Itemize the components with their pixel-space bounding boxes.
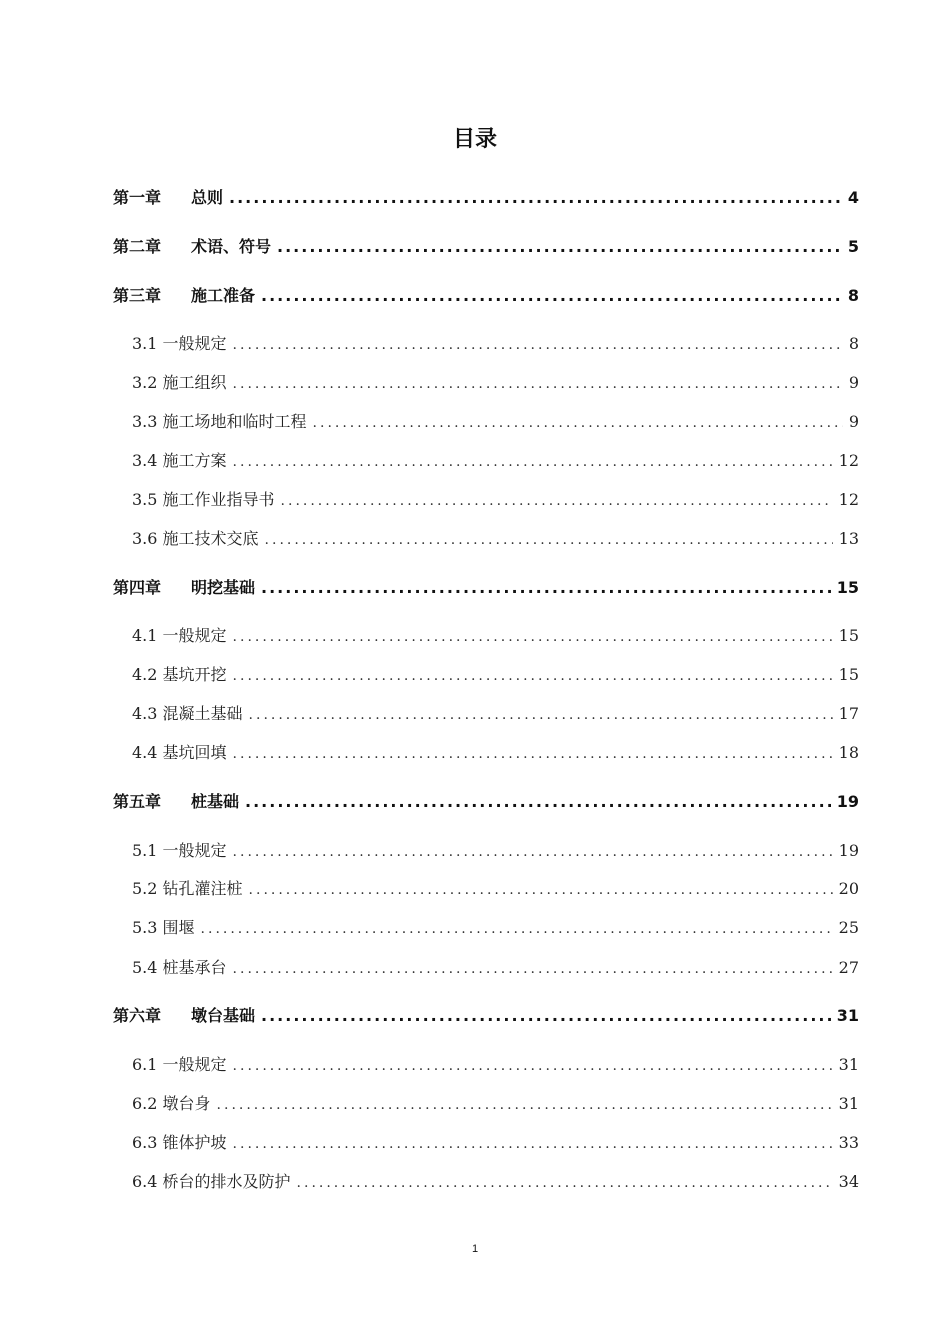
- toc-section-entry[interactable]: [132, 1091, 859, 1114]
- toc-entry-page: 18: [838, 743, 859, 762]
- toc-entry-label: [132, 915, 195, 938]
- toc-entry-number: 5.2: [132, 879, 158, 898]
- toc-entry-text: 基坑开挖: [157, 665, 227, 684]
- toc-entry-text: 术语、符号: [191, 237, 272, 256]
- toc-chapter-entry[interactable]: [113, 789, 859, 812]
- toc-entry-number: 3.6: [132, 529, 158, 548]
- toc-entry-page: 4: [847, 188, 859, 207]
- toc-entry-number: 4.1: [132, 626, 158, 645]
- toc-entry-text: 明挖基础: [191, 578, 256, 597]
- toc-entry-text: 锥体护坡: [157, 1133, 227, 1152]
- toc-entry-number: 5.4: [132, 958, 158, 977]
- toc-entry-text: 混凝土基础: [157, 704, 243, 723]
- toc-entry-page: 8: [848, 334, 859, 353]
- toc-entry-text: 施工组织: [157, 373, 227, 392]
- toc-entry-page: 31: [838, 1094, 859, 1113]
- toc-entry-label: [113, 1003, 255, 1026]
- toc-entry-text: 桩基承台: [157, 958, 227, 977]
- toc-entry-text: 施工场地和临时工程: [157, 412, 307, 431]
- toc-entry-text: 桩基础: [191, 792, 240, 811]
- toc-entry-label: [113, 234, 271, 257]
- toc-chapter-entry[interactable]: [113, 283, 859, 306]
- toc-entry-text: 一般规定: [157, 626, 227, 645]
- toc-entry-number: 6.1: [132, 1055, 158, 1074]
- toc-entry-page: 27: [838, 958, 859, 977]
- toc-entry-page: 25: [838, 918, 859, 937]
- toc-entry-label: [132, 740, 227, 763]
- toc-entry-page: 13: [838, 529, 859, 548]
- toc-entry-page: 8: [847, 286, 859, 305]
- toc-entry-label: [132, 526, 259, 549]
- toc-section-entry[interactable]: [132, 701, 859, 724]
- toc-entry-page: 19: [838, 841, 859, 860]
- toc-dot-leader: [297, 1175, 833, 1191]
- toc-entry-page: 12: [838, 490, 859, 509]
- toc-entry-page: 31: [838, 1055, 859, 1074]
- toc-section-entry[interactable]: [132, 526, 859, 549]
- toc-entry-label: [132, 370, 227, 393]
- page-number: 1: [471, 1243, 479, 1255]
- toc-entry-label: [132, 409, 307, 432]
- toc-entry-number: 3.4: [132, 451, 158, 470]
- toc-entry-label: [132, 838, 227, 861]
- toc-entry-number: 6.4: [132, 1172, 158, 1191]
- toc-entry-text: 墩台身: [157, 1094, 211, 1113]
- toc-entry-label: [132, 876, 243, 899]
- toc-entry-label: [113, 789, 239, 812]
- toc-section-entry[interactable]: [132, 876, 859, 899]
- toc-entry-number: 第二章: [113, 237, 162, 256]
- toc-dot-leader: [233, 668, 833, 684]
- toc-entry-page: 19: [836, 792, 859, 811]
- toc-section-entry[interactable]: [132, 1130, 859, 1153]
- toc-chapter-entry[interactable]: [113, 1003, 859, 1026]
- toc-dot-leader: [233, 746, 833, 762]
- toc-entry-text: 墩台基础: [191, 1006, 256, 1025]
- toc-entry-number: 第一章: [113, 188, 162, 207]
- toc-chapter-entry[interactable]: [113, 185, 859, 208]
- toc-entry-text: 施工作业指导书: [157, 490, 275, 509]
- toc-entry-label: [132, 955, 227, 978]
- toc-entry-number: 3.3: [132, 412, 158, 431]
- toc-entry-label: [113, 185, 223, 208]
- toc-entry-text: 施工准备: [191, 286, 256, 305]
- toc-entry-number: 6.3: [132, 1133, 158, 1152]
- toc-entry-number: 5.1: [132, 841, 158, 860]
- toc-chapter-entry[interactable]: [113, 575, 859, 598]
- toc-entry-label: [113, 575, 255, 598]
- toc-dot-leader: [261, 286, 842, 305]
- toc-dot-leader: [313, 415, 843, 431]
- toc-entry-label: [132, 701, 243, 724]
- toc-entry-page: 15: [838, 665, 859, 684]
- toc-entry-page: 9: [848, 412, 859, 431]
- toc-chapter-entry[interactable]: [113, 234, 859, 257]
- toc-section-entry[interactable]: [132, 1052, 859, 1075]
- toc-entry-text: 施工技术交底: [157, 529, 259, 548]
- toc-entry-page: 20: [838, 879, 859, 898]
- toc-dot-leader: [233, 376, 843, 392]
- toc-entry-number: 第五章: [113, 792, 162, 811]
- toc-entry-label: [132, 448, 227, 471]
- toc-entry-number: 4.3: [132, 704, 158, 723]
- toc-entry-page: 33: [838, 1133, 859, 1152]
- toc-dot-leader: [281, 493, 833, 509]
- toc-dot-leader: [233, 1136, 833, 1152]
- toc-entry-label: [132, 331, 227, 354]
- toc-entry-text: 总则: [191, 188, 224, 207]
- toc-entry-page: 15: [838, 626, 859, 645]
- toc-entry-label: [132, 487, 275, 510]
- toc-entry-number: 5.3: [132, 918, 158, 937]
- toc-entry-text: 钻孔灌注桩: [157, 879, 243, 898]
- toc-section-entry[interactable]: [132, 448, 859, 471]
- toc-section-entry[interactable]: [132, 1169, 859, 1192]
- toc-entry-number: 3.2: [132, 373, 158, 392]
- toc-title: 目录: [452, 127, 497, 152]
- toc-section-entry[interactable]: [132, 623, 859, 646]
- toc-dot-leader: [249, 882, 833, 898]
- toc-section-entry[interactable]: [132, 662, 859, 685]
- toc-section-entry[interactable]: [132, 370, 859, 393]
- toc-section-entry[interactable]: [132, 331, 859, 354]
- toc-entry-number: 4.4: [132, 743, 158, 762]
- toc-dot-leader: [245, 792, 831, 811]
- toc-entry-label: [132, 662, 227, 685]
- toc-dot-leader: [233, 629, 833, 645]
- toc-section-entry[interactable]: [132, 409, 859, 432]
- toc-dot-leader: [261, 578, 831, 597]
- toc-entry-number: 4.2: [132, 665, 158, 684]
- toc-entry-page: 12: [838, 451, 859, 470]
- toc-dot-leader: [217, 1097, 833, 1113]
- toc-entry-page: 31: [836, 1006, 859, 1025]
- toc-dot-leader: [277, 237, 842, 256]
- toc-section-entry[interactable]: [132, 838, 859, 861]
- toc-entry-number: 3.5: [132, 490, 158, 509]
- toc-entry-number: 第四章: [113, 578, 162, 597]
- toc-entry-number: 3.1: [132, 334, 158, 353]
- toc-dot-leader: [233, 961, 833, 977]
- toc-entry-page: 5: [847, 237, 859, 256]
- toc-entry-label: [113, 283, 255, 306]
- toc-dot-leader: [233, 844, 833, 860]
- toc-entry-page: 17: [838, 704, 859, 723]
- toc-entry-text: 基坑回填: [157, 743, 227, 762]
- toc-dot-leader: [229, 188, 842, 207]
- toc-dot-leader: [249, 707, 833, 723]
- toc-entry-text: 一般规定: [157, 841, 227, 860]
- toc-entry-number: 第六章: [113, 1006, 162, 1025]
- toc-entry-number: 6.2: [132, 1094, 158, 1113]
- toc-entry-text: 施工方案: [157, 451, 227, 470]
- toc-entry-text: 一般规定: [157, 334, 227, 353]
- toc-entry-page: 15: [836, 578, 859, 597]
- toc-entry-label: [132, 1130, 227, 1153]
- toc-entry-page: 34: [838, 1172, 859, 1191]
- toc-entry-page: 9: [848, 373, 859, 392]
- toc-entry-label: [132, 1052, 227, 1075]
- toc-entry-label: [132, 623, 227, 646]
- toc-entry-text: 围堰: [157, 918, 195, 937]
- toc-section-entry[interactable]: [132, 740, 859, 763]
- toc-dot-leader: [233, 337, 843, 353]
- toc-entry-text: 一般规定: [157, 1055, 227, 1074]
- toc-dot-leader: [233, 1058, 833, 1074]
- toc-entry-text: 桥台的排水及防护: [157, 1172, 291, 1191]
- toc-entry-label: [132, 1169, 291, 1192]
- toc-entry-label: [132, 1091, 211, 1114]
- toc-section-entry[interactable]: [132, 915, 859, 938]
- toc-dot-leader: [261, 1006, 831, 1025]
- toc-section-entry[interactable]: [132, 955, 859, 978]
- toc-dot-leader: [265, 532, 833, 548]
- toc-section-entry[interactable]: [132, 487, 859, 510]
- toc-entry-number: 第三章: [113, 286, 162, 305]
- toc-dot-leader: [201, 921, 833, 937]
- toc-dot-leader: [233, 454, 833, 470]
